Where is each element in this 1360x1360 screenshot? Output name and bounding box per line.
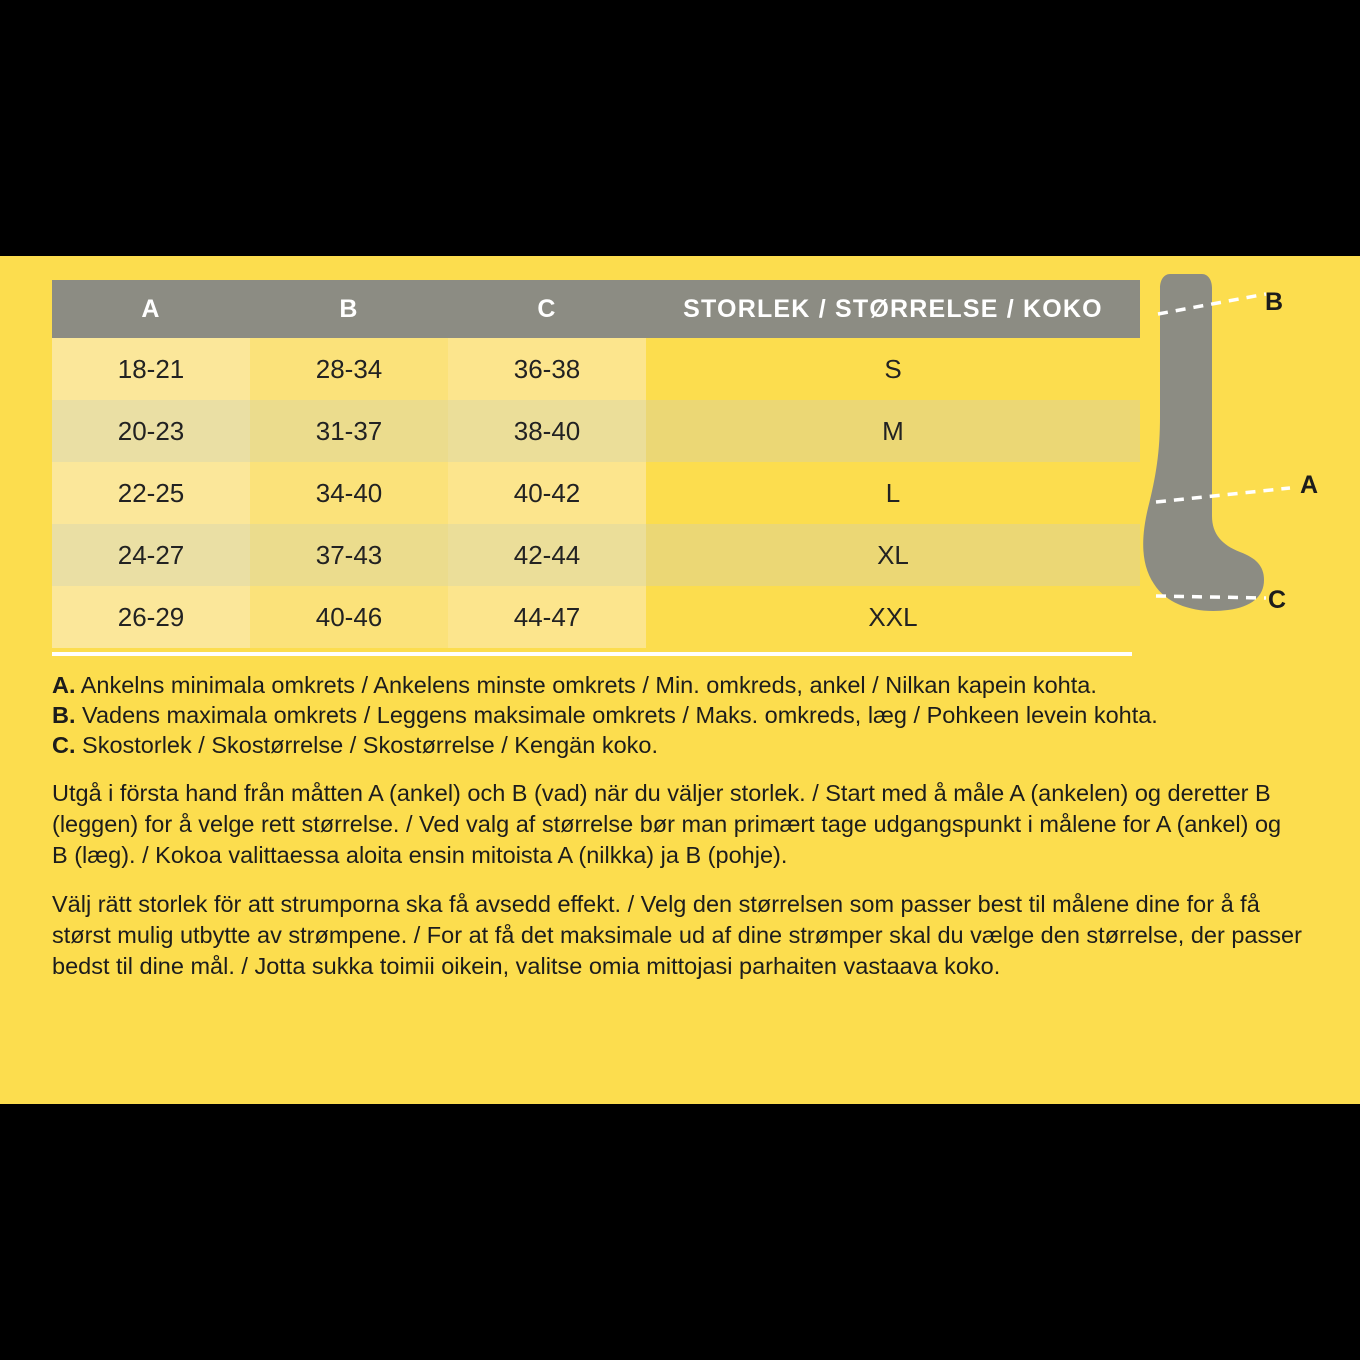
legend-key-c: C. [52,732,76,758]
legend-key-a: A. [52,672,76,698]
legend-block [52,670,1292,760]
cell-size: M [646,400,1140,462]
cell-a: 24-27 [52,524,250,586]
cell-size: S [646,338,1140,400]
size-chart-page [0,256,1360,1104]
cell-b: 28-34 [250,338,448,400]
cell-size: XL [646,524,1140,586]
table-body [52,338,1140,648]
cell-a: 22-25 [52,462,250,524]
cell-c: 40-42 [448,462,646,524]
content-area [52,280,1302,982]
column-header-b: B [250,280,448,338]
table-row [52,524,1140,586]
table-row [52,338,1140,400]
sock-shape [1143,274,1264,611]
paragraph-measuring-guidance: Utgå i första hand från måtten A (ankel) och B (vad) när du väljer storlek. / Start med å måle A (ankelen) og deretter B (leggen) for å velge rett størrelse. / Ved valg af størrelse bør man primært tage udgangspunkt i målene for A (ankel) og B (læg). / Kokoa valittaessa aloita ensin mitoista A (nilkka) ja B (pohje). [52,780,1282,868]
sock-diagram-svg [1140,266,1340,646]
column-header-size: STORLEK / STØRRELSE / KOKO [646,280,1140,338]
legend-item-b [52,700,1292,730]
sock-label-b: B [1265,288,1284,316]
cell-b: 31-37 [250,400,448,462]
column-header-a: A [52,280,250,338]
cell-b: 34-40 [250,462,448,524]
cell-a: 26-29 [52,586,250,648]
table-row [52,400,1140,462]
cell-a: 18-21 [52,338,250,400]
cell-size: XXL [646,586,1140,648]
size-table [52,280,1140,648]
cell-b: 37-43 [250,524,448,586]
legend-text-a: Ankelns minimala omkrets / Ankelens minste omkrets / Min. omkreds, ankel / Nilkan kapein kohta. [80,672,1097,698]
legend-text-c: Skostorlek / Skostørrelse / Skostørrelse / Kengän koko. [82,732,658,758]
column-header-c: C [448,280,646,338]
legend-text-b: Vadens maximala omkrets / Leggens maksimale omkrets / Maks. omkreds, læg / Pohkeen levein kohta. [82,702,1158,728]
cell-c: 44-47 [448,586,646,648]
cell-b: 40-46 [250,586,448,648]
paragraph-size-selection: Välj rätt storlek för att strumporna ska få avsedd effekt. / Velg den størrelsen som passer best til målene dine for å få størst mulig utbytte av strømpene. / For at få det maksimale ud af dine strømper skal du vælge den størrelse, der passer bedst til dine mål. / Jotta sukka toimii oikein, valitse omia mittojasi parhaiten vastaava koko. [52,891,1302,979]
cell-c: 42-44 [448,524,646,586]
cell-size: L [646,462,1140,524]
table-row [52,586,1140,648]
legend-key-b: B. [52,702,76,728]
sock-label-a: A [1300,471,1319,499]
cell-c: 38-40 [448,400,646,462]
table-header-row [52,280,1140,338]
sock-illustration [1140,266,1340,646]
cell-c: 36-38 [448,338,646,400]
cell-a: 20-23 [52,400,250,462]
table-underline [52,652,1132,656]
legend-item-c [52,730,1292,760]
sock-label-c: C [1268,586,1287,614]
table-header [52,280,1140,338]
table-row [52,462,1140,524]
legend-item-a [52,670,1292,700]
